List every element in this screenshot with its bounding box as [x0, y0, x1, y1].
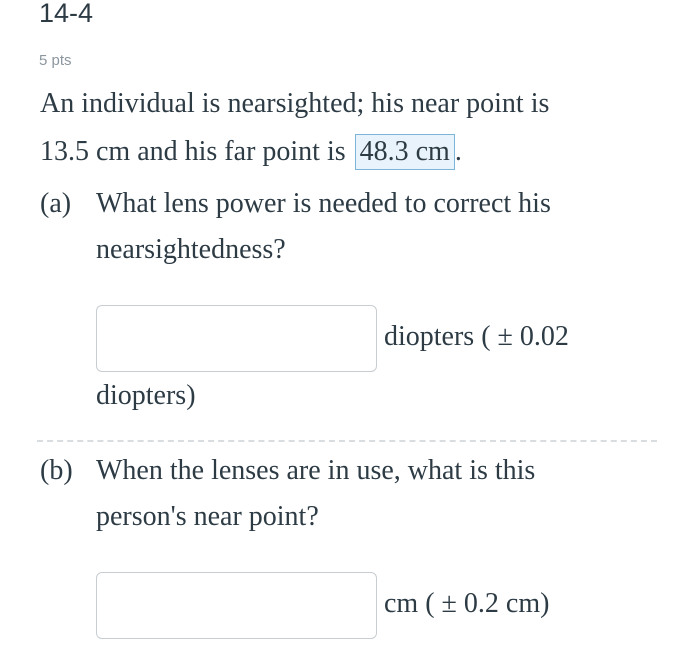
question-stem-line2: [40, 134, 462, 170]
part-b-label: (b): [40, 455, 73, 486]
part-a-text-line1: What lens power is needed to correct his: [96, 188, 551, 219]
part-b-answer-input[interactable]: [96, 572, 377, 639]
part-divider: [37, 440, 657, 442]
part-a-label: (a): [40, 188, 72, 219]
far-point-value: 48.3 cm: [355, 134, 455, 170]
part-b-text-line1: When the lenses are in use, what is this: [96, 455, 536, 486]
question-stem-suffix: .: [454, 136, 462, 167]
part-a-answer-input[interactable]: [96, 305, 377, 372]
part-a-units-continued: diopters): [96, 380, 196, 411]
question-stem-line1: An individual is nearsighted; his near point is: [40, 88, 550, 119]
question-stem-prefix: 13.5 cm and his far point is: [40, 136, 346, 167]
part-a-text-line2: nearsightedness?: [96, 234, 286, 265]
question-points: 5 pts: [39, 52, 72, 69]
part-b-text-line2: person's near point?: [96, 501, 319, 532]
part-a-units: diopters ( ± 0.02: [384, 321, 569, 352]
part-b-units: cm ( ± 0.2 cm): [384, 588, 550, 619]
question-title: 14-4: [39, 0, 94, 28]
